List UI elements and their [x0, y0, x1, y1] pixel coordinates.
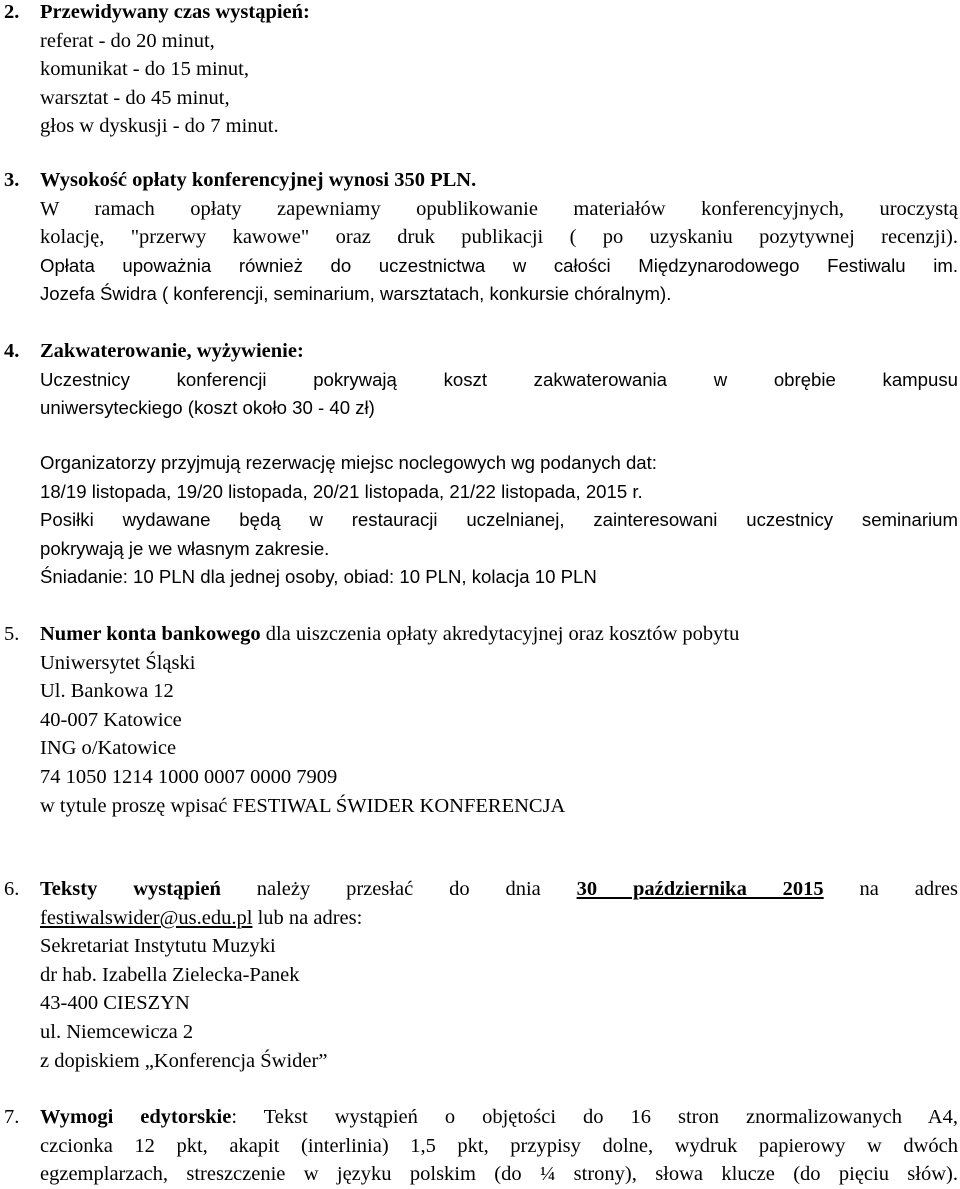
- section-2-item: warsztat - do 45 minut,: [40, 86, 230, 109]
- section-3-line: kolację, "przerwy kawowe" oraz druk publikacji ( po uzyskaniu pozytywnej recenzji).: [40, 226, 958, 249]
- section-4-number: 4.: [4, 340, 20, 362]
- section-2-number: 2.: [4, 1, 20, 23]
- section-5-line: 40-007 Katowice: [40, 708, 182, 731]
- section-5-line: ING o/Katowice: [40, 737, 177, 760]
- section-7-title-rest: : Tekst wystąpień o objętości do 16 stron znormalizowanych A4,: [231, 1106, 958, 1128]
- section-6-line: ul. Niemcewicza 2: [40, 1020, 194, 1043]
- section-6-number: 6.: [4, 878, 20, 900]
- section-4-line: pokrywają je we własnym zakresie.: [40, 537, 330, 559]
- section-3-line: Opłata upoważnia również do uczestnictwa w całości Międzynarodowego Festiwalu im.: [40, 254, 958, 276]
- section-2-item: głos w dyskusji - do 7 minut.: [40, 115, 279, 138]
- section-4-line: 18/19 listopada, 19/20 listopada, 20/21 listopada, 21/22 listopada, 2015 r.: [40, 480, 643, 502]
- section-6-line: z dopiskiem „Konferencja Świder”: [40, 1049, 328, 1072]
- section-6-title-end: na adres: [823, 878, 958, 900]
- section-7-line: czcionka 12 pkt, akapit (interlinia) 1,5 pkt, przypisy dolne, wydruk papierowy w dwóch: [40, 1134, 958, 1157]
- section-4-line: Uczestnicy konferencji pokrywają koszt zakwaterowania w obrębie kampusu: [40, 368, 958, 390]
- section-4-line: Organizatorzy przyjmują rezerwację miejsc noclegowych wg podanych dat:: [40, 452, 657, 473]
- section-6-after-email: lub na adres:: [252, 906, 363, 929]
- section-6-title-bold: Teksty wystąpień: [40, 878, 221, 900]
- section-2-item: komunikat - do 15 minut,: [40, 58, 249, 81]
- section-3-line: W ramach opłaty zapewniamy opublikowanie materiałów konferencyjnych, uroczystą: [40, 197, 958, 220]
- email-link[interactable]: festiwalswider@us.edu.pl: [40, 906, 253, 929]
- section-4-line: Posiłki wydawane będą w restauracji uczelnianej, zainteresowani uczestnicy seminarium: [40, 509, 958, 531]
- section-3-title: Wysokość opłaty konferencyjnej wynosi 350 PLN.: [40, 169, 477, 191]
- section-7-title: [40, 1103, 958, 1132]
- section-4-title: Zakwaterowanie, wyżywienie:: [40, 340, 304, 362]
- section-5-line: Ul. Bankowa 12: [40, 680, 174, 703]
- section-5-title-bold: Numer konta bankowego: [40, 623, 261, 645]
- section-5-title-rest: dla uiszczenia opłaty akredytacyjnej oraz kosztów pobytu: [260, 623, 740, 645]
- section-7-title-bold: Wymogi edytorskie: [40, 1106, 232, 1128]
- deadline-date: 30 października 2015: [576, 878, 824, 900]
- section-3-line: Jozefa Świdra ( konferencji, seminarium, warsztatach, konkursie chóralnym).: [40, 283, 672, 305]
- section-6-title: [40, 875, 958, 904]
- section-5-number: 5.: [4, 623, 20, 645]
- section-2-item: referat - do 20 minut,: [40, 29, 215, 52]
- section-6-line: 43-400 CIESZYN: [40, 992, 190, 1015]
- section-5-line: 74 1050 1214 1000 0007 0000 7909: [40, 765, 338, 788]
- section-5-line: w tytule proszę wpisać FESTIWAL ŚWIDER KONFERENCJA: [40, 794, 566, 817]
- section-4-line: uniwersyteckiego (koszt około 30 - 40 zł): [40, 397, 375, 419]
- section-6-title-mid: należy przesłać do dnia: [220, 878, 577, 900]
- section-7-line: egzemplarzach, streszczenie w języku polskim (do ¼ strony), słowa klucze (do pięciu słów).: [40, 1163, 958, 1186]
- section-3-number: 3.: [4, 169, 20, 191]
- section-6-line: Sekretariat Instytutu Muzyki: [40, 935, 276, 958]
- section-6-email-line: [40, 904, 958, 933]
- section-7-number: 7.: [4, 1106, 20, 1128]
- section-2-title: Przewidywany czas wystąpień:: [40, 1, 310, 23]
- section-4-line: Śniadanie: 10 PLN dla jednej osoby, obiad: 10 PLN, kolacja 10 PLN: [40, 566, 597, 588]
- section-5-line: Uniwersytet Śląski: [40, 651, 196, 674]
- section-5-title: [40, 620, 958, 649]
- section-6-line: dr hab. Izabella Zielecka-Panek: [40, 963, 300, 986]
